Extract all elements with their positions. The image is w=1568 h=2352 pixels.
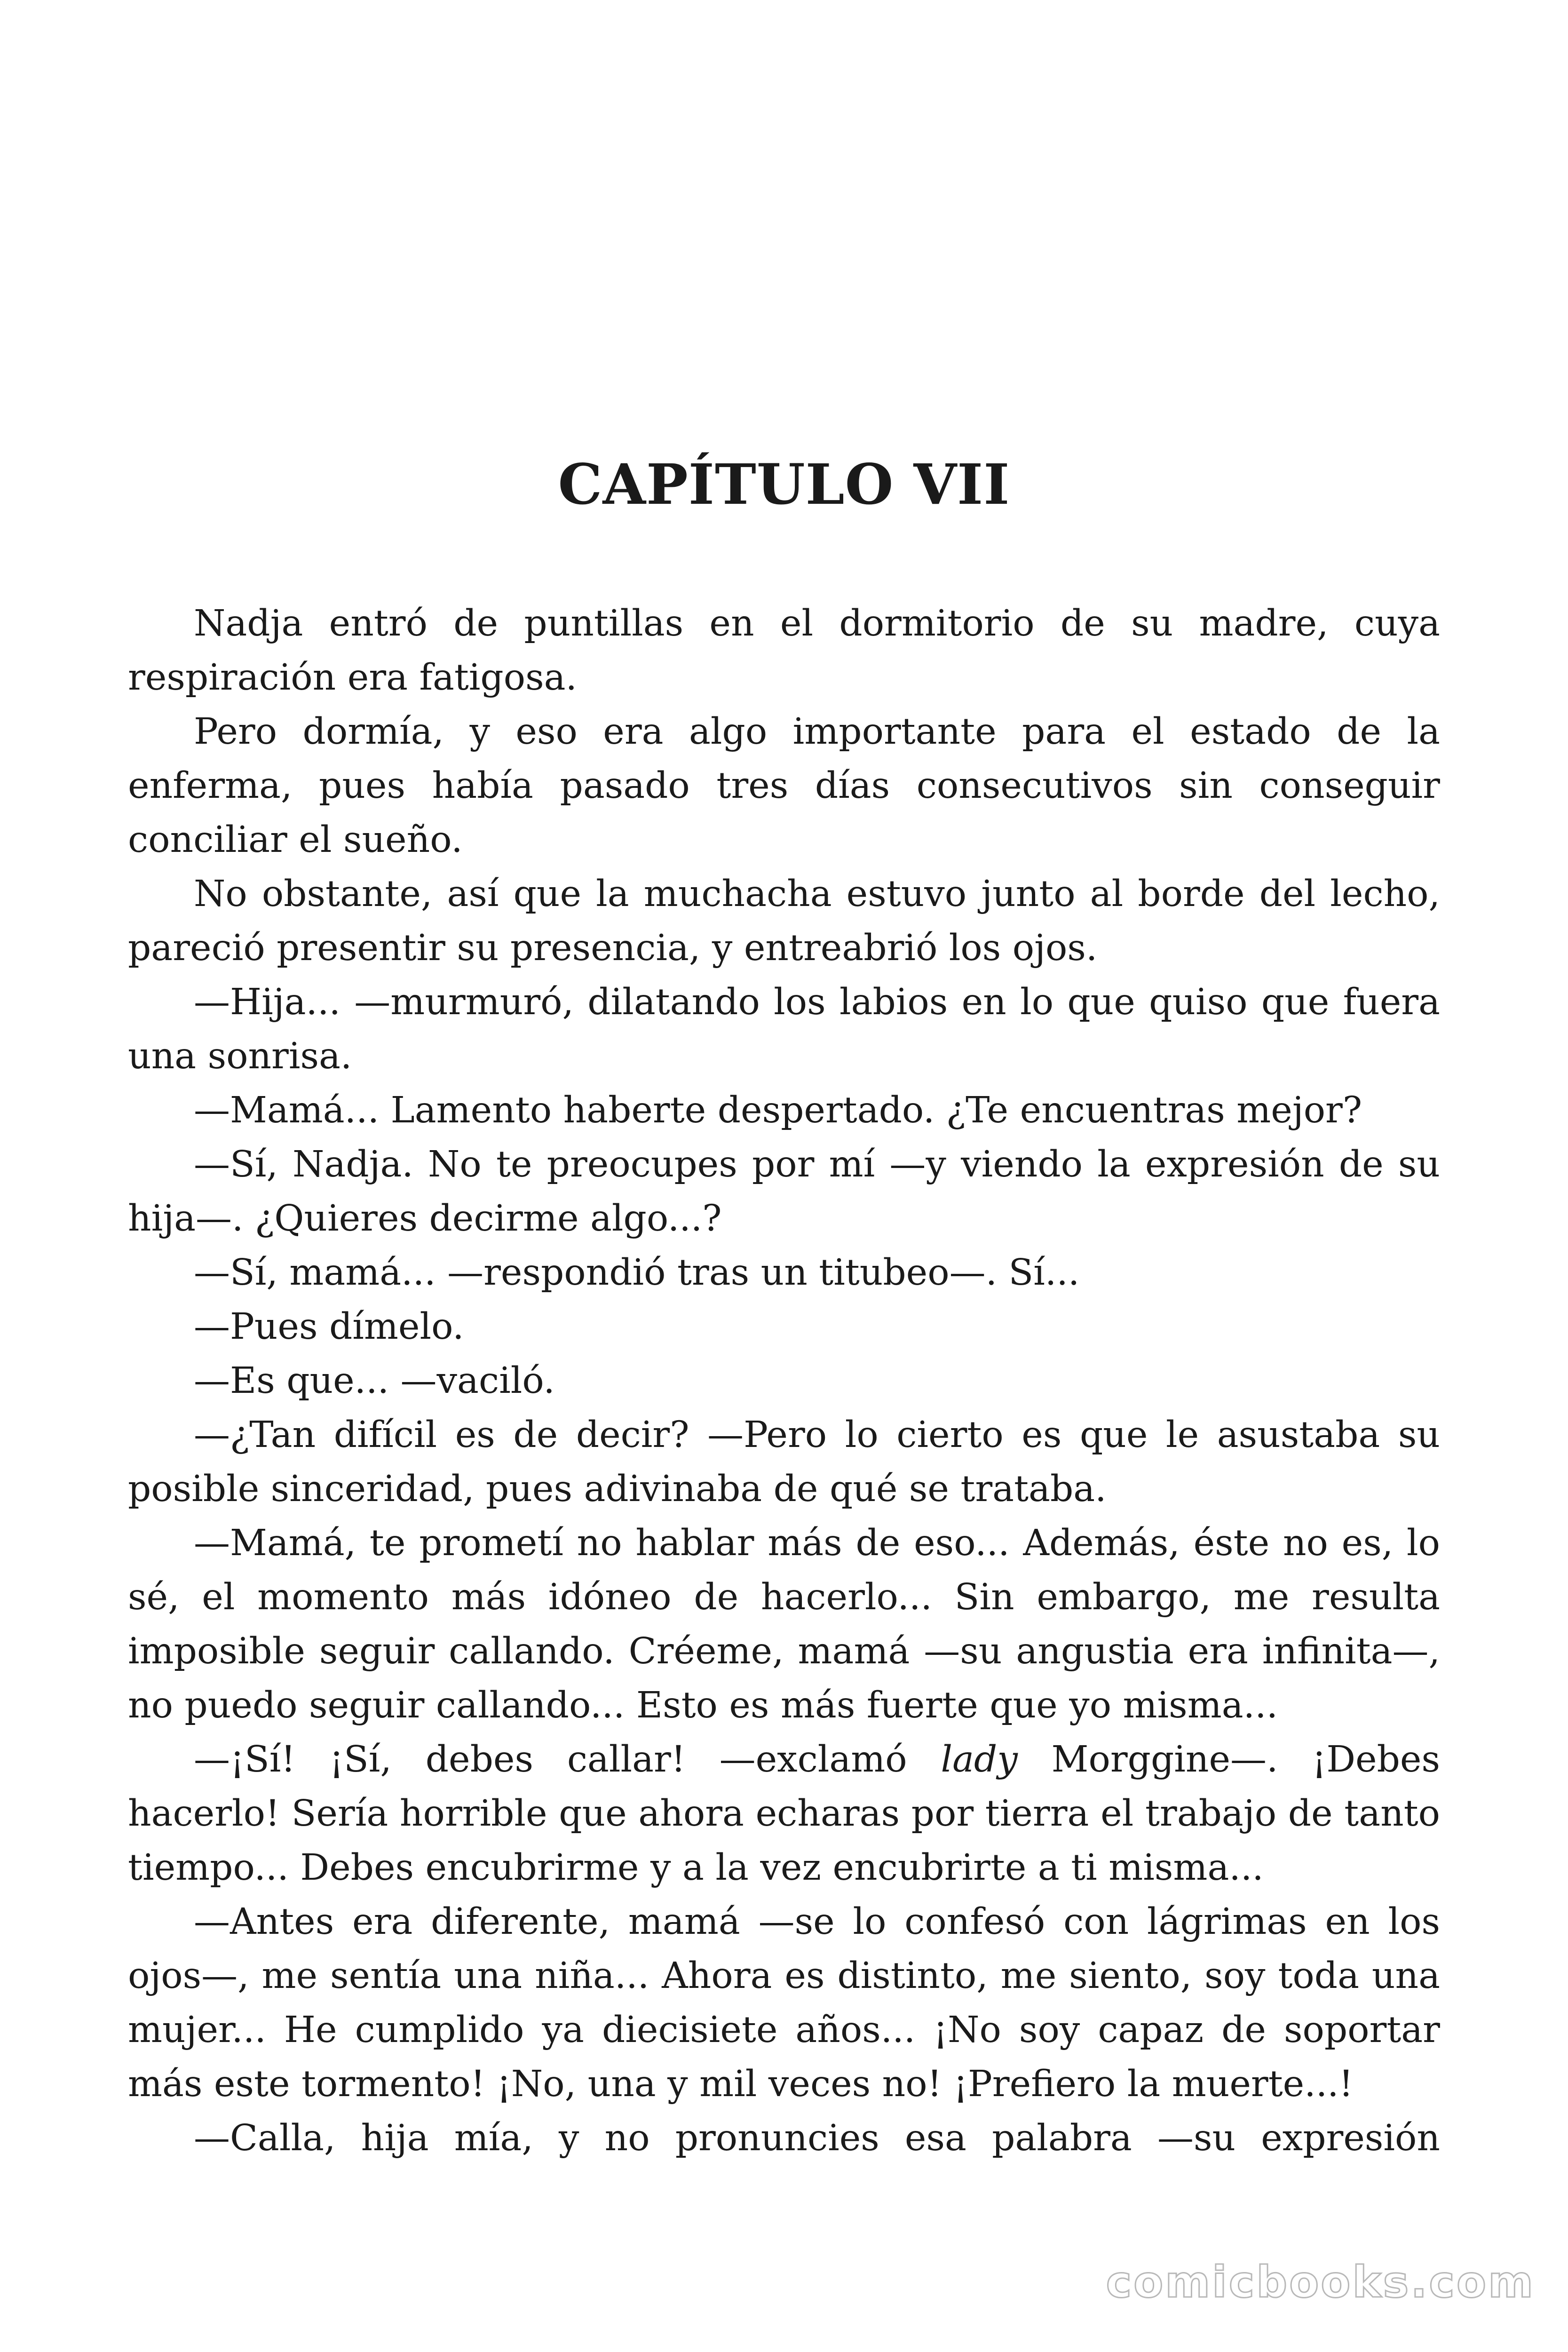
paragraph	[128, 975, 1440, 1083]
paragraph-text: —¿Tan difícil es de decir? —Pero lo cierto es que le asustaba su posible sinceridad, pues adivinaba de qué se trataba.	[128, 1414, 1440, 1510]
paragraph	[128, 705, 1440, 867]
paragraph-text: —Hija... —murmuró, dilatando los labios en lo que quiso que fuera una sonrisa.	[128, 981, 1440, 1077]
paragraph-text: —Es que... —vaciló.	[194, 1360, 555, 1402]
paragraph-text: —Pues dímelo.	[194, 1306, 464, 1348]
paragraph-text: Morggine—. ¡Debes hacerlo! Sería horrible que ahora echaras por tierra el trabajo de tanto tiempo... Debes encubrirme y a la vez encubrirte a ti misma...	[128, 1739, 1440, 1889]
paragraph-text: —Sí, mamá... —respondió tras un titubeo—. Sí...	[194, 1252, 1080, 1294]
paragraph-text: —Antes era diferente, mamá —se lo confesó con lágrimas en los ojos—, me sentía una niña... Ahora es distinto, me siento, soy toda una mujer... He cumplido ya diecisiete años... ¡No soy capaz de soportar más este tormento! ¡No, una y mil veces no! ¡Prefiero la muerte...!	[128, 1901, 1440, 2105]
paragraph-text: Nadja entró de puntillas en el dormitorio de su madre, cuya respiración era fatigosa.	[128, 603, 1440, 699]
paragraph	[128, 1408, 1440, 1516]
paragraph-text: —Mamá... Lamento haberte despertado. ¿Te encuentras mejor?	[194, 1089, 1362, 1131]
paragraph	[128, 1246, 1440, 1300]
paragraph	[128, 867, 1440, 975]
paragraph	[128, 1300, 1440, 1354]
paragraph	[128, 1137, 1440, 1246]
body-text	[128, 596, 1440, 2165]
paragraph-text: Pero dormía, y eso era algo importante para el estado de la enferma, pues había pasado tres días consecutivos sin conseguir conciliar el sueño.	[128, 711, 1440, 861]
paragraph-text: No obstante, así que la muchacha estuvo junto al borde del lecho, pareció presentir su presencia, y entreabrió los ojos.	[128, 873, 1440, 969]
paragraph	[128, 2111, 1440, 2165]
watermark: comicbooks.com	[1106, 2257, 1535, 2307]
paragraph	[128, 1516, 1440, 1732]
paragraph-text: —¡Sí! ¡Sí, debes callar! —exclamó	[194, 1739, 941, 1780]
paragraph	[128, 1083, 1440, 1137]
paragraph-text: —Calla, hija mía, y no pronuncies esa palabra —su expresión	[194, 2117, 1440, 2159]
paragraph	[128, 596, 1440, 705]
chapter-title: CAPÍTULO VII	[558, 452, 1010, 517]
paragraph	[128, 1732, 1440, 1895]
paragraph-text: —Sí, Nadja. No te preocupes por mí —y viendo la expresión de su hija—. ¿Quieres decirme algo...?	[128, 1144, 1440, 1240]
italic-text: lady	[941, 1739, 1018, 1780]
paragraph-text: —Mamá, te prometí no hablar más de eso... Además, éste no es, lo sé, el momento más idóneo de hacerlo... Sin embargo, me resulta imposible seguir callando. Créeme, mamá —su angustia era infinita—, no puedo seguir callando... Esto es más fuerte que yo misma...	[128, 1522, 1440, 1726]
paragraph	[128, 1354, 1440, 1408]
paragraph	[128, 1895, 1440, 2111]
